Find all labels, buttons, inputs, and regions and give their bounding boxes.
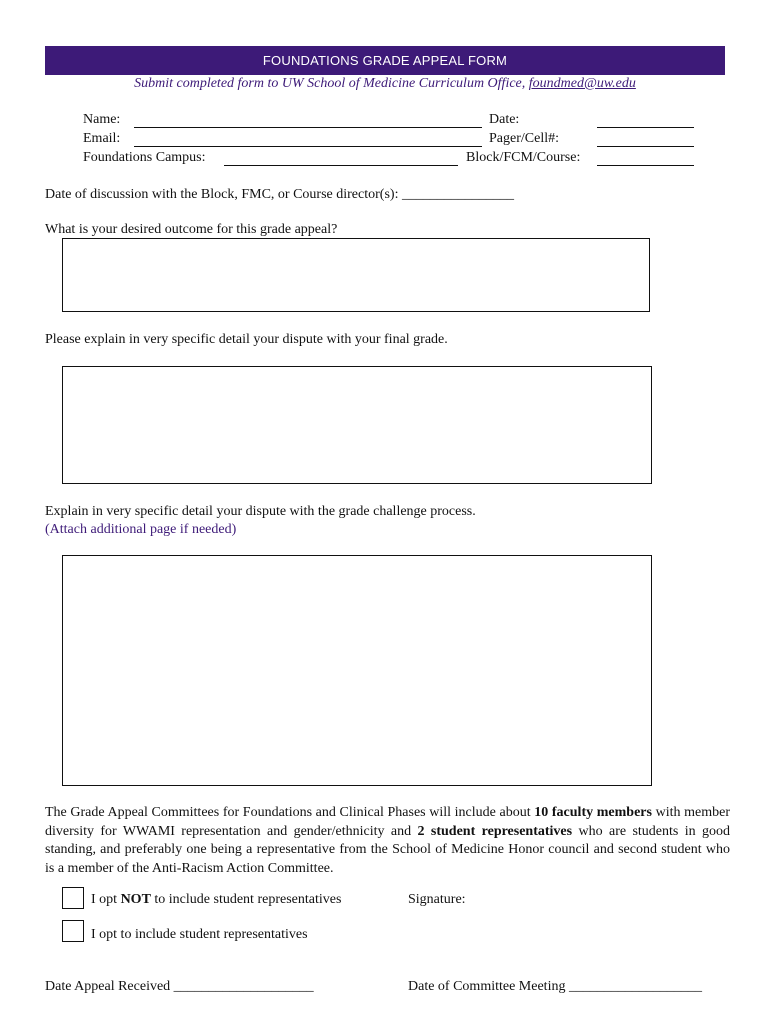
opt-in-checkbox[interactable] — [62, 920, 84, 942]
email-label: Email: — [83, 131, 121, 146]
email-link[interactable]: foundmed@uw.edu — [528, 76, 636, 91]
committee-text-2: with member diversity for WWAMI representation and gender/ethnicity and — [45, 805, 730, 839]
date-appeal-received[interactable]: Date Appeal Received ____________________ — [45, 979, 314, 994]
opt-out-checkbox[interactable] — [62, 887, 84, 909]
form-subtitle — [45, 76, 725, 92]
block-label: Block/FCM/Course: — [466, 150, 581, 165]
subtitle-text: Submit completed form to UW School of Medicine Curriculum Office, — [134, 76, 529, 91]
pager-field[interactable] — [597, 146, 694, 147]
opt-in-label: I opt to include student representatives — [91, 927, 308, 942]
question-final-grade-dispute: Please explain in very specific detail your dispute with your final grade. — [45, 332, 448, 347]
name-field[interactable] — [134, 127, 482, 128]
date-field[interactable] — [597, 127, 694, 128]
question-process-dispute: Explain in very specific detail your dispute with the grade challenge process. — [45, 504, 476, 519]
discussion-date-field[interactable]: Date of discussion with the Block, FMC, or Course director(s): ________________ — [45, 187, 514, 202]
campus-label: Foundations Campus: — [83, 150, 206, 165]
signature-label: Signature: — [408, 892, 466, 907]
committee-text-1: The Grade Appeal Committees for Foundations and Clinical Phases will include about — [45, 805, 535, 820]
committee-paragraph — [45, 804, 730, 878]
date-label: Date: — [489, 112, 520, 127]
opt-out-label — [91, 892, 341, 908]
question-desired-outcome: What is your desired outcome for this grade appeal? — [45, 222, 338, 237]
desired-outcome-textarea[interactable] — [62, 238, 650, 312]
process-dispute-textarea[interactable] — [62, 555, 652, 786]
student-reps-bold: 2 student representatives — [417, 823, 573, 839]
block-field[interactable] — [597, 165, 694, 166]
faculty-members-bold: 10 faculty members — [534, 805, 652, 820]
name-label: Name: — [83, 112, 121, 127]
committee-text-3: who are students in good standing, and preferably one being a representative from the School of Medicine Honor council and second student who is a member of the Anti-Racism Action Committee. — [45, 823, 730, 876]
final-grade-dispute-textarea[interactable] — [62, 366, 652, 484]
opt-out-not: NOT — [120, 892, 151, 907]
opt-out-suffix: to include student representatives — [150, 892, 342, 907]
pager-label: Pager/Cell#: — [489, 131, 559, 146]
form-title: FOUNDATIONS GRADE APPEAL FORM — [45, 46, 725, 75]
date-committee-meeting[interactable]: Date of Committee Meeting ___________________ — [408, 979, 702, 994]
attach-page-note: (Attach additional page if needed) — [45, 522, 237, 537]
email-field[interactable] — [134, 146, 482, 147]
opt-out-prefix: I opt — [91, 892, 121, 907]
campus-field[interactable] — [224, 165, 458, 166]
